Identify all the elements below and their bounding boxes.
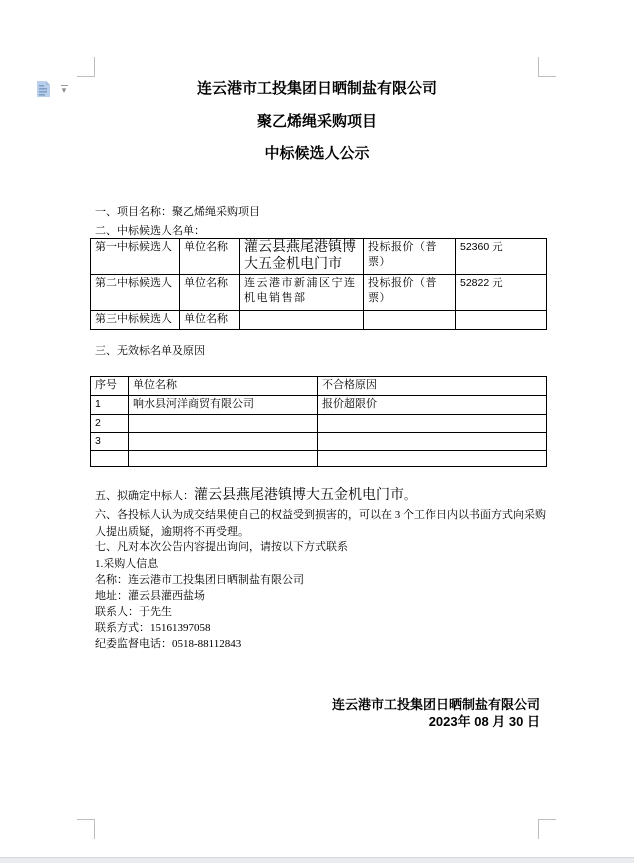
company-name-cell [240,311,364,330]
section-contact-intro: 七、凡对本次公告内容提出询问，请按以下方式联系 [95,541,348,553]
company-cell [129,415,318,433]
price-label-cell: 投标报价（普票） [364,239,456,275]
index-cell: 1 [91,396,129,415]
doc-title-announcement: 中标候选人公示 [264,145,370,162]
winner-suffix: 。 [404,490,415,502]
company-name-cell: 连云港市新浦区宁连机电销售部 [240,275,364,311]
reason-cell [318,451,547,467]
margin-crop-mark-bottom-left [77,819,95,839]
signature-date: 2023年 08 月 30 日 [428,714,540,729]
contact-line-person: 联系人：于先生 [95,606,172,618]
margin-crop-mark-top-left [77,57,95,77]
reason-cell [318,415,547,433]
candidate-rank-cell: 第一中标候选人 [91,239,180,275]
margin-crop-mark-bottom-right [538,819,556,839]
table-row [91,433,547,451]
header-cell-company: 单位名称 [129,377,318,396]
price-value-cell: 52360 元 [456,239,547,275]
company-name-cell: 灌云县燕尾港镇博大五金机电门市 [240,239,364,275]
table-header-row [91,377,547,396]
header-cell-index: 序号 [91,377,129,396]
index-cell: 2 [91,415,129,433]
signature-block [95,696,540,730]
field-label-cell: 单位名称 [180,311,240,330]
section-winner [95,488,547,504]
price-label-cell: 投标报价（普票） [364,275,456,311]
contact-line-name: 名称：连云港市工投集团日晒制盐有限公司 [95,574,304,586]
table-row [91,396,547,415]
header-cell-reason: 不合格原因 [318,377,547,396]
field-label-cell: 单位名称 [180,275,240,311]
company-cell: 响水县河洋商贸有限公司 [129,396,318,415]
price-value-cell [456,311,547,330]
company-cell [129,451,318,467]
chevron-down-icon[interactable]: ▾ [61,86,67,96]
section-project-name: 一、项目名称：聚乙烯绳采购项目 [95,206,260,218]
contact-line-supervision-phone: 纪委监督电话：0518-88112843 [95,638,242,650]
invalid-bid-table [90,376,547,467]
index-cell: 3 [91,433,129,451]
section-objection-rule: 六、各投标人认为成交结果使自己的权益受到损害的，可以在 3 个工作日内以书面方式向采购人提出质疑，逾期将不再受理。 [95,509,546,538]
contact-heading: 1.采购人信息 [95,558,159,570]
table-row [91,311,547,330]
doc-title-project: 聚乙烯绳采购项目 [256,113,377,130]
winner-company: 灌云县燕尾港镇博大五金机电门市 [194,488,404,503]
contact-line-phone: 联系方式：15161397058 [95,622,211,634]
candidate-table [90,238,547,330]
margin-crop-mark-top-right [538,57,556,77]
table-row [91,275,547,311]
price-label-cell [364,311,456,330]
candidate-rank-cell: 第二中标候选人 [91,275,180,311]
doc-title-company: 连云港市工投集团日晒制盐有限公司 [196,80,437,97]
winner-prefix: 五、拟确定中标人： [95,490,194,502]
table-row [91,451,547,467]
section-invalid-bids-heading: 三、无效标名单及原因 [95,345,205,357]
reason-cell: 报价超限价 [318,396,547,415]
company-cell [129,433,318,451]
reason-cell [318,433,547,451]
field-label-cell: 单位名称 [180,239,240,275]
table-row [91,239,547,275]
price-value-cell: 52822 元 [456,275,547,311]
table-row [91,415,547,433]
index-cell [91,451,129,467]
signature-company: 连云港市工投集团日晒制盐有限公司 [331,697,540,712]
candidate-rank-cell: 第三中标候选人 [91,311,180,330]
contact-line-address: 地址：灌云县灌西盐场 [95,590,205,602]
section-candidate-list-heading: 二、中标候选人名单： [95,225,205,237]
page-bottom-edge [0,857,634,863]
